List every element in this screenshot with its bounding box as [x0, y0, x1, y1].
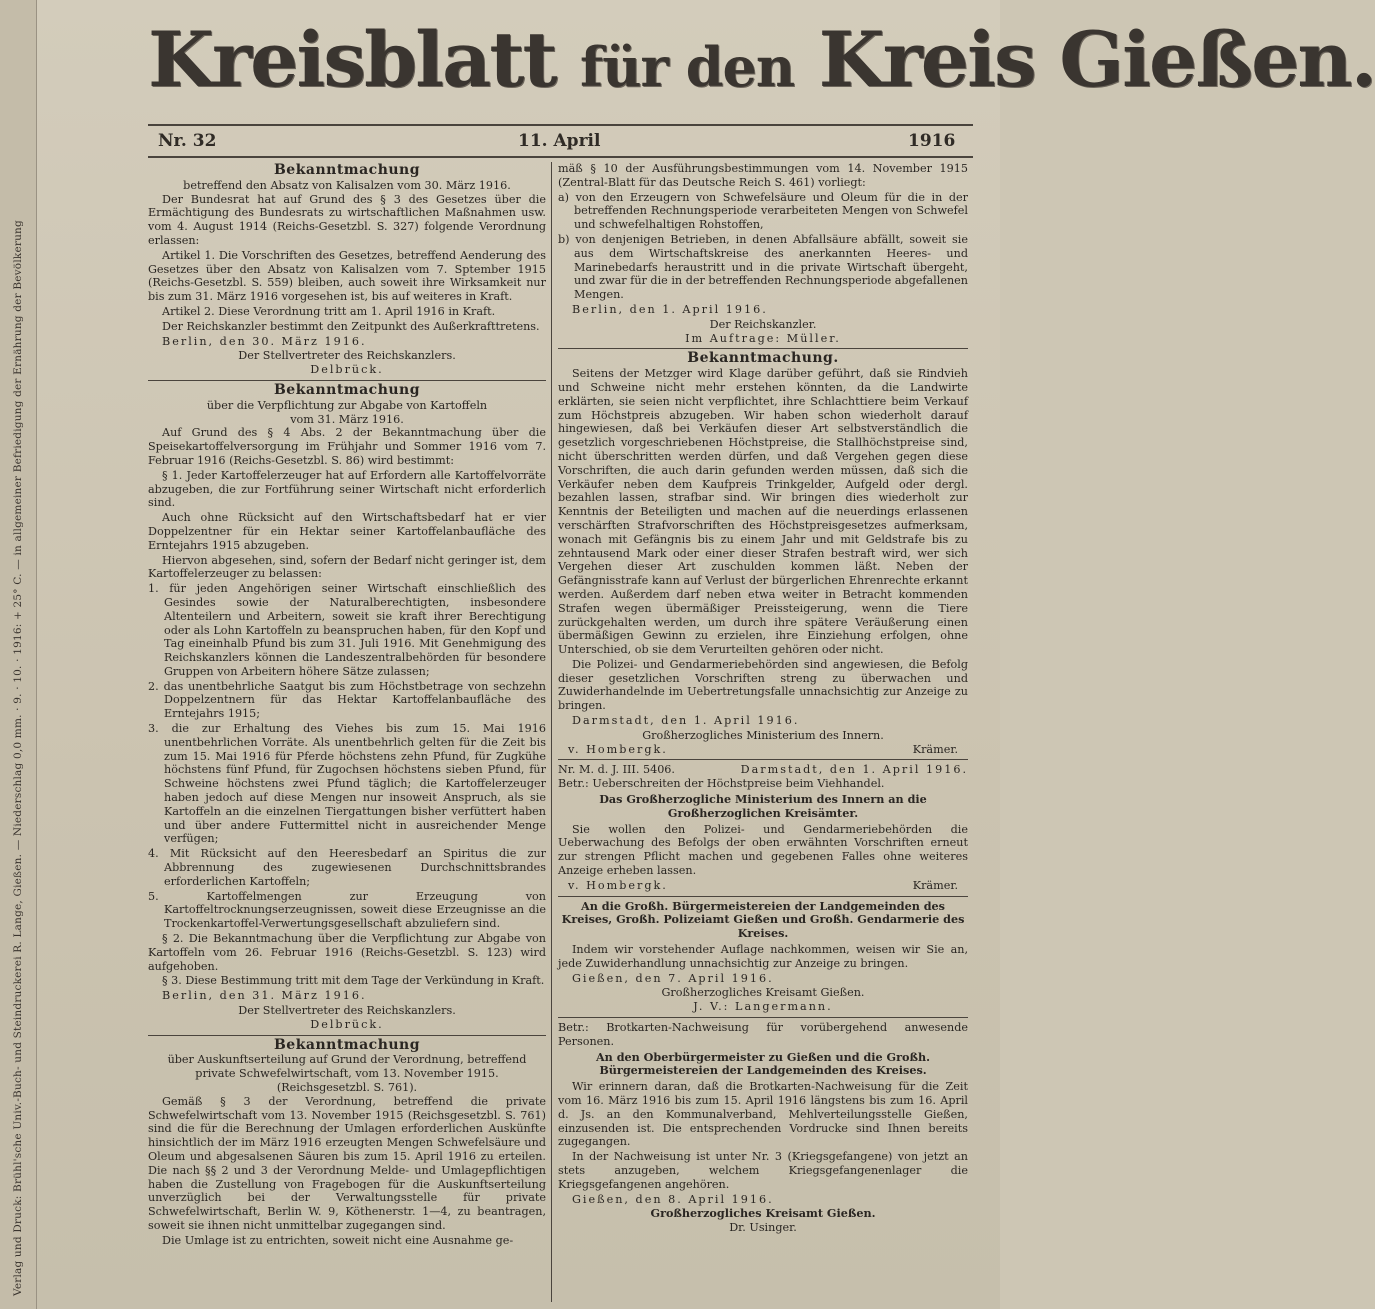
signature-title: Großherzogliches Kreisamt Gießen.	[661, 986, 865, 1000]
paragraph: Die Polizei- und Gendarmeriebehörden sind angewiesen, die Befolg dieser gesetzlichen Vorschriften streng zu überwachen und Zuwiderhandelnde im Uebertretungsfalle unnachsichtig zur Anzeige zu bringen.	[558, 657, 968, 713]
paragraph: Die Umlage ist zu entrichten, soweit nicht eine Ausnahme ge-	[162, 1233, 514, 1247]
notice-schwefel-continued	[558, 162, 968, 345]
place-date: Berlin, den 30. März 1916.	[162, 334, 367, 348]
column-divider	[551, 162, 552, 1302]
signature-name: v. Hombergk.	[568, 742, 668, 756]
notice-subtitle: betreffend den Absatz von Kalisalzen vom 30. März 1916.	[183, 178, 511, 192]
notice-brotkarten	[558, 1021, 968, 1235]
signature-name: Im Auftrage: Müller.	[685, 331, 841, 345]
section-rule	[558, 348, 968, 349]
signature-name: Dr. Usinger.	[729, 1221, 797, 1235]
notice-kartoffeln	[148, 381, 546, 1032]
issue-year: 1916	[908, 131, 956, 151]
notice-viehhandel	[558, 352, 968, 756]
paragraph: In der Nachweisung ist unter Nr. 3 (Kriegsgefangene) von jetzt an stets anzugeben, welchem Kriegsgefangenenlager die Kriegsgefangenen angehören.	[558, 1150, 968, 1191]
paragraph: Artikel 2. Diese Verordnung tritt am 1. April 1916 in Kraft.	[162, 304, 496, 318]
subject-line: Betr.: Brotkarten-Nachweisung für vorübergehend anwesende Personen.	[558, 1021, 968, 1048]
list-item: b) von denjenigen Betrieben, in denen Abfallsäure abfällt, soweit sie aus dem Wirtschaftskreise des anerkannten Heeres- und Marinebedarfs heraustritt und in die private Wirtschaft übergeht, und zwar für die in der betreffenden Rechnungsperiode abgefallenen Mengen.	[558, 232, 968, 302]
address-line: An die Großh. Bürgermeistereien der Landgemeinden des Kreises, Großh. Polizeiamt Gießen und Großh. Gendarmerie des Kreises.	[561, 898, 965, 941]
masthead-rule-top	[148, 124, 973, 126]
signature-title: Großherzogliches Kreisamt Gießen.	[650, 1206, 876, 1221]
paragraph: Indem wir vorstehender Auflage nachkommen, weisen wir Sie an, jede Zuwiderhandlung unnachsichtig zur Anzeige zu bringen.	[558, 943, 968, 970]
list-item: a) von den Erzeugern von Schwefelsäure und Oleum für die in der betreffenden Rechnungsperiode verarbeiteten Mengen von Schwefel und schwefelhaltigen Rohstoffen,	[558, 190, 968, 232]
subject-line: Betr.: Ueberschreiten der Höchstpreise beim Viehhandel.	[558, 777, 885, 791]
notice-schwefel	[148, 1036, 546, 1248]
place-date: Berlin, den 1. April 1916.	[572, 302, 768, 316]
signature-title: Der Reichskanzler.	[709, 317, 817, 331]
address-line: Das Großherzogliche Ministerium des Innern an die Großherzoglichen Kreisämter.	[599, 792, 927, 820]
signature-name: Delbrück.	[310, 363, 384, 377]
right-column	[558, 162, 968, 1235]
signature-title: Der Stellvertreter des Reichskanzlers.	[238, 349, 456, 363]
paragraph: Der Reichskanzler bestimmt den Zeitpunkt des Außerkrafttretens.	[162, 319, 540, 333]
paragraph: Seitens der Metzger wird Klage darüber geführt, daß sie Rindvieh und Schweine nicht mehr erstehen könnten, da die Landwirte erklärten, sie seien nicht verpflichtet, ihre Schlachttiere beim Verkauf zum Höchstpreis abzugeben. Wir haben schon wiederholt darauf hingewiesen, daß bei Verkäufen dieser Art selbstverständlich die gesetzlich vorgeschriebenen Höchstpreise, die Stallhöchstpreise sind, nicht überschritten werden dürfen, und daß Vergehen gegen diese Vorschriften, die auch darin gefunden werden müssen, daß sich die Verkäufer neben dem Kaufpreis Trinkgelder, Aufgeld oder dergl. bezahlen lassen, strafbar sind. Wir bringen dies wiederholt zur Kenntnis der Beteiligten und machen auf die neuerdings erlassenen verschärften Strafvorschriften des Höchstpreisgesetzes aufmerksam, wonach mit Gefängnis bis zu einem Jahr und mit Geldstrafe bis zu zehntausend Mark oder einer dieser Strafen bestraft wird, wer sich Vergehen dieser Art zuschulden kommen läßt. Neben der Gefängnisstrafe kann auf Verlust der bürgerlichen Ehrenrechte erkannt werden. Außerdem darf neben etwa weiter in Betracht kommenden Strafen wegen übermäßiger Preissteigerung, wenn die Tiere zurückgehalten werden, um durch ihre spätere Veräußerung einen übermäßigen Gewinn zu erzielen, ihre Einziehung erfolgen, ohne Unterschied, ob sie dem Verurteilten gehören oder nicht.	[558, 367, 968, 657]
notice-subtitle-ref: (Reichsgesetzbl. S. 761).	[276, 1081, 418, 1094]
paragraph: Der Bundesrat hat auf Grund des § 3 des Gesetzes über die Ermächtigung des Bundesrats zu wirtschaftlichen Maßnahmen usw. vom 4. August 1914 (Reichs-Gesetzbl. S. 327) folgende Verordnung erlassen:	[148, 192, 546, 247]
section-rule	[558, 759, 968, 760]
place-date: Berlin, den 31. März 1916.	[162, 989, 367, 1003]
issue-date: 11. April	[518, 131, 601, 151]
notice-subtitle: über Auskunftserteilung auf Grund der Verordnung, betreffend private Schwefelwirtschaft, vom 13. November 1915.	[167, 1053, 527, 1081]
reference-row	[558, 763, 968, 777]
signature-row	[558, 743, 968, 757]
paragraph: § 3. Diese Bestimmung tritt mit dem Tage der Verkündung in Kraft.	[162, 974, 545, 988]
section-rule	[558, 896, 968, 897]
paragraph: § 2. Die Bekanntmachung über die Verpflichtung zur Abgabe von Kartoffeln vom 26. Februar 1916 (Reichs-Gesetzbl. S. 123) wird aufgehoben.	[148, 932, 546, 973]
signature-row	[558, 879, 968, 893]
address-line: An den Oberbürgermeister zu Gießen und die Großh. Bürgermeistereien der Landgemeinden des Kreises.	[596, 1049, 930, 1078]
paragraph: Sie wollen den Polizei- und Gendarmeriebehörden die Ueberwachung des Befolgs der oben erwähnten Vorschriften erneut zur strengen Pflicht machen und gegebenen Falles ohne weiteres Anzeige erheben lassen.	[558, 822, 968, 878]
paragraph: mäß § 10 der Ausführungsbestimmungen vom 14. November 1915 (Zentral-Blatt für das Deutsche Reich S. 461) vorliegt:	[558, 162, 968, 189]
list-item: 2. das unentbehrliche Saatgut bis zum Höchstbetrage von sechzehn Doppelzentnern für das Hektar Kartoffelanbaufläche des Erntejahrs 1915;	[148, 679, 546, 721]
signature-name: J. V.: Langermann.	[693, 1000, 833, 1014]
paragraph: Artikel 1. Die Vorschriften des Gesetzes, betreffend Aenderung des Gesetzes über den Absatz von Kalisalzen vom 7. Sptember 1915 (Reichs-Gesetzbl. S. 559) bleiben, auch soweit ihre Wirksamkeit nur bis zum 31. März 1916 vorgesehen ist, bis auf weiteres in Kraft.	[148, 248, 546, 304]
section-rule	[148, 1035, 546, 1036]
paragraph: Auf Grund des § 4 Abs. 2 der Bekanntmachung über die Speisekartoffelversorgung im Frühjahr und Sommer 1916 vom 7. Februar 1916 (Reichs-Gesetzbl. S. 86) wird bestimmt:	[148, 426, 546, 467]
masthead-rule-bottom	[148, 156, 973, 158]
side-margin-text: Verlag und Druck: Brühl'sche Univ.-Buch- und Steindruckerei R. Lange, Gießen. — Niederschlag 0,0 mm. · 9. · 10. · 1916: + 25° C. — in allgemeiner Befriedigung der Ernährung der Bevölkerung	[12, 220, 24, 1296]
paragraph: Wir erinnern daran, daß die Brotkarten-Nachweisung für die Zeit vom 16. März 1916 bis zum 15. April 1916 längstens bis zum 16. April d. Js. an den Kommunalverband, Mehlverteilungsstelle Gießen, einzusenden ist. Die entsprechenden Vordrucke sind Ihnen bereits zugegangen.	[558, 1080, 968, 1149]
notice-subtitle-date: vom 31. März 1916.	[290, 412, 404, 426]
place-date: Darmstadt, den 1. April 1916.	[740, 763, 968, 777]
notice-ministerium	[558, 763, 968, 892]
notice-heading: Bekanntmachung	[273, 1036, 421, 1053]
issue-number: Nr. 32	[158, 131, 217, 151]
notice-kalisalze	[148, 164, 546, 377]
masthead-title	[148, 15, 1375, 104]
notice-heading: Bekanntmachung	[273, 162, 421, 178]
signature-name: Delbrück.	[310, 1017, 384, 1031]
notice-buergermeistereien	[558, 900, 968, 1014]
place-date: Darmstadt, den 1. April 1916.	[572, 714, 800, 728]
left-column	[148, 162, 546, 1249]
reference-number: Nr. M. d. J. III. 5406.	[558, 763, 675, 777]
paragraph: Gemäß § 3 der Verordnung, betreffend die private Schwefelwirtschaft vom 13. November 1915 (Reichsgesetzbl. S. 761) sind die für die Berechnung der Umlagen erforderlichen Auskünfte hinsichtlich der im März 1916 erzeugten Mengen Schwefelsäure und Oleum und abgesalsenen Säuren bis zum 15. April 1916 zu erteilen. Die nach §§ 2 und 3 der Verordnung Melde- und Umlagepflichtigen haben die Zustellung von Fragebogen für die Auskunftserteilung unverzüglich bei der Verwaltungsstelle für private Schwefelwirtschaft, Berlin W. 9, Köthenerstr. 1—4, zu beantragen, soweit sie ihnen nicht unmittelbar zugegangen sind.	[148, 1094, 546, 1232]
notice-subtitle: über die Verpflichtung zur Abgabe von Kartoffeln	[206, 398, 488, 412]
side-margin-strip	[0, 0, 37, 1309]
place-date: Gießen, den 7. April 1916.	[572, 971, 774, 985]
place-date: Gießen, den 8. April 1916.	[572, 1192, 774, 1206]
paragraph: Hiervon abgesehen, sind, sofern der Bedarf nicht geringer ist, dem Kartoffelerzeuger zu belassen:	[148, 553, 546, 581]
section-rule	[148, 380, 546, 381]
signature-name: v. Hombergk.	[568, 878, 668, 892]
signature-name: Krämer.	[912, 742, 958, 756]
masthead-word-kreis: Kreis Gießen.	[818, 15, 1375, 104]
masthead-word-fuer-den: für den	[580, 35, 795, 99]
list-item: 1. für jeden Angehörigen seiner Wirtschaft einschließlich des Gesindes sowie der Naturalberechtigten, insbesondere Altenteilern und Arbeitern, soweit sie kraft ihrer Berechtigung oder als Lohn Kartoffeln zu beanspruchen haben, für den Kopf und Tag eineinhalb Pfund bis zum 31. Juli 1916. Mit Genehmigung des Reichskanzlers können die Landeszentralbehörden für besondere Gruppen von Arbeitern höhere Sätze zulassen;	[148, 582, 546, 678]
signature-title: Großherzogliches Ministerium des Innern.	[642, 728, 884, 742]
section-rule	[558, 1017, 968, 1018]
list-item: 4. Mit Rücksicht auf den Heeresbedarf an Spiritus die zur Abbrennung des zugewiesenen Durchschnittsbrandes erforderlichen Kartoffeln;	[148, 847, 546, 888]
masthead-word-kreisblatt: Kreisblatt	[148, 15, 556, 104]
paragraph: Auch ohne Rücksicht auf den Wirtschaftsbedarf hat er vier Doppelzentner für ein Hektar seiner Kartoffelanbaufläche des Erntejahrs 1915 abzugeben.	[148, 511, 546, 552]
list-item: 3. die zur Erhaltung des Viehes bis zum 15. Mai 1916 unentbehrlichen Vorräte. Als unentbehrlich gelten für die Zeit bis zum 15. Mai 1916 für Pferde höchstens zehn Pfund, für Zugkühe höchstens fünf Pfund, für Zugochsen höchstens sieben Pfund, für Schweine höchstens zwei Pfund täglich; die Kartoffelerzeuger haben jedoch auf diese Mengen nur insoweit Anspruch, als sie Kartoffeln an die einzelnen Tiergattungen bisher verfüttert haben und über andere Futtermittel nicht in ausreichender Menge verfügen;	[148, 722, 546, 846]
list-item: 5. Kartoffelmengen zur Erzeugung von Kartoffeltrocknungserzeugnissen, soweit diese Erzeugnisse an die Trockenkartoffel-Verwertungsgesellschaft abzuliefern sind.	[148, 889, 546, 931]
signature-title: Der Stellvertreter des Reichskanzlers.	[238, 1004, 456, 1018]
signature-name: Krämer.	[912, 878, 958, 892]
notice-heading: Bekanntmachung	[273, 381, 421, 398]
paragraph: § 1. Jeder Kartoffelerzeuger hat auf Erfordern alle Kartoffelvorräte abzugeben, die zur Fortführung seiner Wirtschaft nicht erforderlich sind.	[148, 468, 546, 510]
notice-heading: Bekanntmachung.	[687, 350, 839, 367]
